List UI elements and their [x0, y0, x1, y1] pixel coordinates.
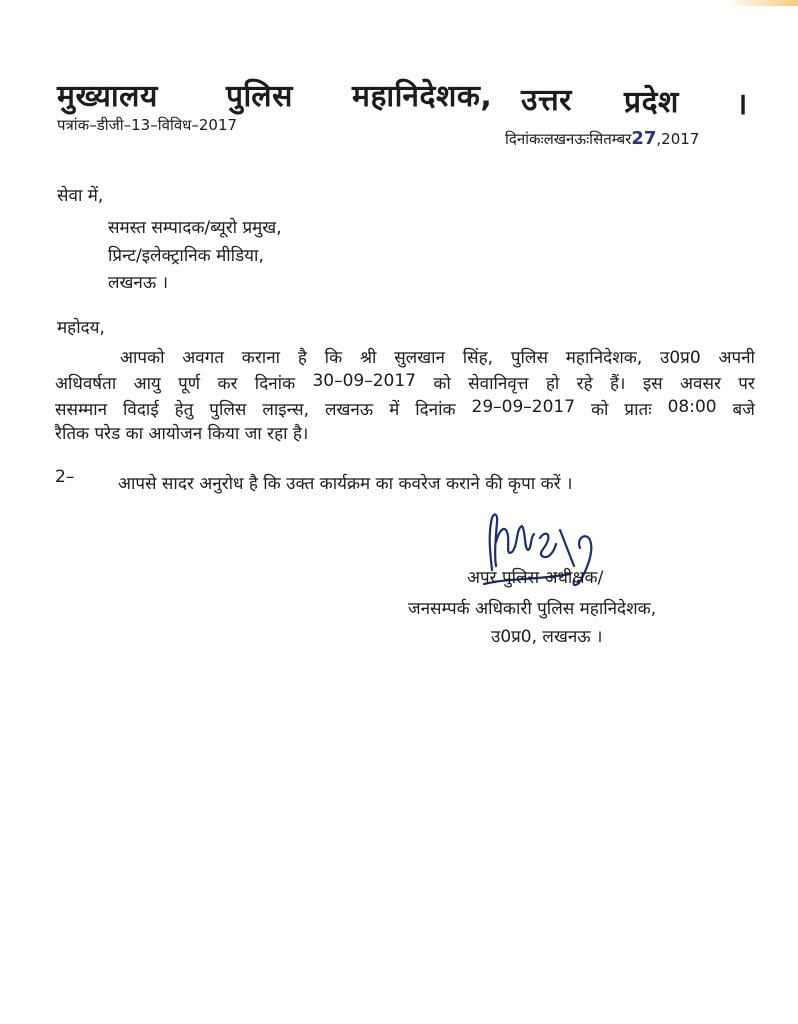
word: अवगत	[182, 348, 224, 368]
letterhead-word: मुख्यालय	[57, 79, 158, 114]
paragraph-2-text: आपसे सादर अनुरोध है कि उक्त कार्यक्रम का कवरेज कराने की कृपा करें ।	[118, 474, 573, 494]
word: को	[591, 400, 609, 420]
address-line: प्रिन्ट/इलेक्ट्रानिक मीडिया,	[108, 246, 264, 266]
word: इस	[642, 374, 663, 394]
word: 30–09–2017	[312, 371, 416, 391]
paper-stain	[728, 0, 798, 6]
address-line: समस्त सम्पादक/ब्यूरो प्रमुख,	[108, 218, 282, 238]
letter-number: पत्रांक–डीजी–13–विविध–2017	[57, 116, 238, 134]
word: उ0प्र0	[660, 348, 701, 368]
signatory-location: उ0प्र0, लखनऊ ।	[491, 627, 603, 647]
word: रहे	[576, 374, 593, 394]
paragraph-line	[55, 421, 755, 444]
date-year: ,2017	[656, 130, 700, 148]
word: कर	[217, 374, 238, 394]
word: 08:00	[667, 397, 717, 417]
address-line: लखनऊ ।	[108, 273, 169, 293]
word: है	[297, 348, 307, 368]
word: सुलखान	[394, 348, 445, 368]
word: आयु	[133, 374, 161, 394]
word: लाइन्स,	[262, 400, 309, 420]
word: विदाई	[123, 400, 159, 420]
word: हेतु	[174, 400, 194, 420]
word: दिनांक	[254, 374, 296, 394]
word: पूर्ण	[178, 374, 201, 394]
paragraph-line	[55, 345, 755, 368]
word: पर	[738, 374, 755, 394]
word: पुलिस	[209, 400, 247, 420]
signatory-designation: अपर पुलिस अधीक्षक/	[467, 568, 604, 588]
word: कि	[324, 348, 343, 368]
word: 29–09–2017	[471, 397, 576, 417]
letterhead-word: महानिदेशक,	[352, 79, 493, 114]
word: महानिदेशक,	[565, 348, 643, 368]
paragraph-line	[55, 371, 755, 394]
word: लखनऊ	[324, 400, 374, 420]
word: पुलिस	[510, 348, 548, 368]
word: अधिवर्षता	[55, 374, 117, 394]
word: अपनी	[718, 348, 755, 368]
paragraph-line	[55, 397, 755, 420]
letterhead-word: प्रदेश	[624, 85, 679, 120]
date-prefix: दिनांकःलखनऊःसितम्बर	[505, 130, 632, 148]
word: ससम्मान	[55, 400, 108, 420]
address-to: सेवा में,	[57, 186, 104, 206]
paragraph-last-line: रैतिक परेड का आयोजन किया जा रहा है।	[55, 424, 309, 444]
word: को	[433, 374, 451, 394]
word: सिंह,	[462, 348, 494, 368]
word: प्रातः	[624, 400, 652, 420]
word: में	[389, 400, 400, 420]
word: दिनांक	[415, 400, 456, 420]
letter-date	[505, 128, 699, 149]
signatory-office: जनसम्पर्क अधिकारी पुलिस महानिदेशक,	[408, 599, 657, 619]
word: बजे	[732, 400, 755, 420]
word: श्री	[359, 348, 377, 368]
salutation: महोदय,	[57, 318, 105, 338]
letterhead-word: ।	[736, 87, 748, 122]
word: आपको	[120, 348, 165, 368]
word: कराना	[241, 348, 281, 368]
letterhead-word: उत्तर	[521, 83, 572, 118]
word: सेवानिवृत्त	[468, 374, 529, 394]
date-day: 27	[631, 128, 657, 149]
word: हैं।	[610, 374, 626, 394]
word: हो	[545, 374, 560, 394]
word: अवसर	[680, 374, 721, 394]
letterhead-word: पुलिस	[226, 79, 293, 114]
paragraph-number: 2–	[55, 467, 75, 487]
